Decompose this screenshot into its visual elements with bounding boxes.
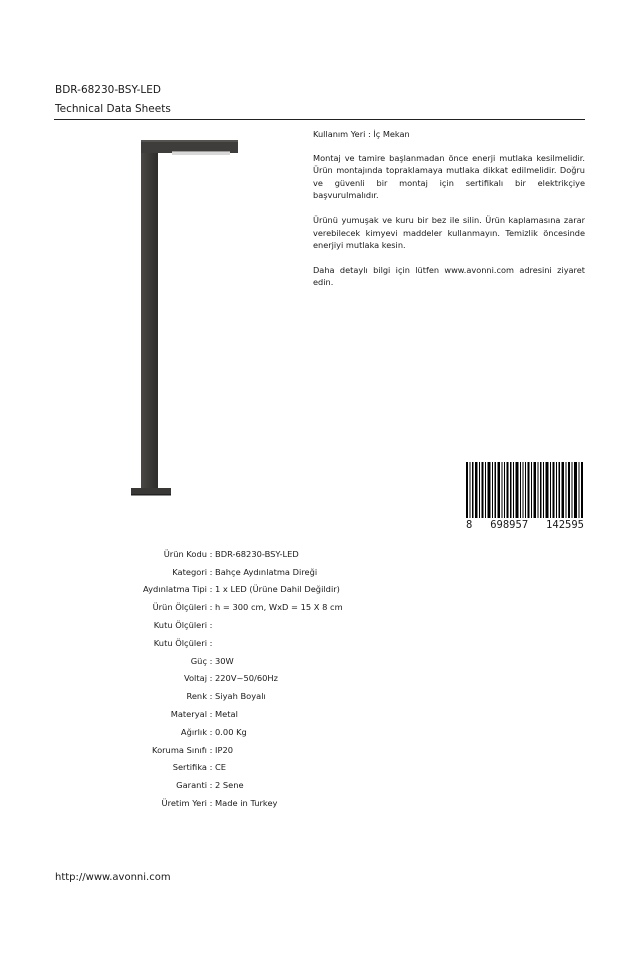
spec-label: Ağırlık (180, 726, 207, 737)
spec-row: Materyal : Metal (0, 705, 640, 723)
spec-label: Koruma Sınıfı (152, 744, 207, 755)
spec-value: 30W (215, 655, 234, 666)
barcode-bars (466, 462, 584, 518)
spec-row: Renk : Siyah Boyalı (0, 687, 640, 705)
barcode-digit-first: 8 (466, 519, 473, 531)
spec-row: Kutu Ölçüleri : (0, 634, 640, 652)
spec-label: Renk (186, 691, 207, 702)
spec-value: Made in Turkey (215, 798, 278, 809)
spec-row: Koruma Sınıfı : IP20 (0, 741, 640, 759)
spec-value: Bahçe Aydınlatma Direği (215, 566, 318, 577)
spec-label: Aydınlatma Tipi (143, 584, 207, 595)
spec-label: Kategori (172, 566, 207, 577)
info-paragraph: Montaj ve tamire başlanmadan önce enerji mutlaka kesilmelidir. Ürün montajında topraklamaya mutlaka dikkat edilmelidir. Doğru ve güvenli bir montaj için sertifikalı bir elektrikçiye başvurulmalıdır. (313, 152, 585, 201)
spec-value: 2 Sene (215, 780, 244, 791)
usage-location: Kullanım Yeri : İç Mekan (313, 129, 410, 139)
spec-row: Sertifika : CE (0, 759, 640, 777)
spec-label: Ürün Kodu (163, 548, 207, 559)
spec-label: Sertifika (172, 762, 207, 773)
spec-value: CE (215, 762, 227, 773)
barcode (466, 462, 584, 531)
spec-label: Kutu Ölçüleri (153, 637, 207, 648)
pole-shaft (141, 144, 158, 490)
spec-row: Üretim Yeri : Made in Turkey (0, 794, 640, 812)
spec-row: Ürün Kodu : BDR-68230-BSY-LED (0, 545, 640, 563)
document-subtitle: Technical Data Sheets (55, 103, 171, 115)
spec-table (0, 545, 640, 812)
footer-link[interactable]: http://www.avonni.com (55, 872, 171, 883)
info-paragraph: Daha detaylı bilgi için lütfen www.avonni.com adresini ziyaret edin. (313, 264, 585, 288)
spec-value: Siyah Boyalı (215, 691, 266, 702)
spec-row: Kategori : Bahçe Aydınlatma Direği (0, 563, 640, 581)
barcode-number (466, 519, 584, 531)
info-paragraph: Ürünü yumuşak ve kuru bir bez ile silin. Ürün kaplamasına zarar verebilecek kimyevi maddeler kullanmayın. Temizlik öncesinde enerjiyi mutlaka kesin. (313, 214, 585, 251)
spec-row: Ürün Ölçüleri : h = 300 cm, WxD = 15 X 8 cm (0, 598, 640, 616)
pole-base (131, 488, 171, 494)
header-divider (54, 119, 585, 120)
spec-row: Kutu Ölçüleri : (0, 616, 640, 634)
spec-row: Güç : 30W (0, 652, 640, 670)
spec-value: h = 300 cm, WxD = 15 X 8 cm (215, 602, 343, 613)
spec-value: IP20 (215, 744, 234, 755)
spec-value: Metal (215, 709, 238, 720)
spec-label: Materyal (170, 709, 207, 720)
spec-label: Güç (190, 655, 207, 666)
document-title: BDR-68230-BSY-LED (55, 84, 161, 96)
spec-value: 220V~50/60Hz (215, 673, 278, 684)
spec-row: Garanti : 2 Sene (0, 776, 640, 794)
spec-label: Kutu Ölçüleri (153, 620, 207, 631)
spec-value: 1 x LED (Ürüne Dahil Değildir) (215, 584, 340, 595)
spec-row: Aydınlatma Tipi : 1 x LED (Ürüne Dahil Değildir) (0, 581, 640, 599)
spec-value: BDR-68230-BSY-LED (215, 548, 299, 559)
spec-row: Voltaj : 220V~50/60Hz (0, 670, 640, 688)
spec-label: Garanti (176, 780, 207, 791)
spec-value: 0.00 Kg (215, 726, 247, 737)
spec-row: Ağırlık : 0.00 Kg (0, 723, 640, 741)
product-image (128, 138, 240, 502)
spec-label: Voltaj (183, 673, 207, 684)
barcode-digits-right: 142595 (546, 519, 584, 531)
spec-label: Üretim Yeri (161, 798, 207, 809)
barcode-digits-left: 698957 (490, 519, 529, 531)
info-section (313, 128, 585, 301)
spec-label: Ürün Ölçüleri (152, 602, 207, 613)
